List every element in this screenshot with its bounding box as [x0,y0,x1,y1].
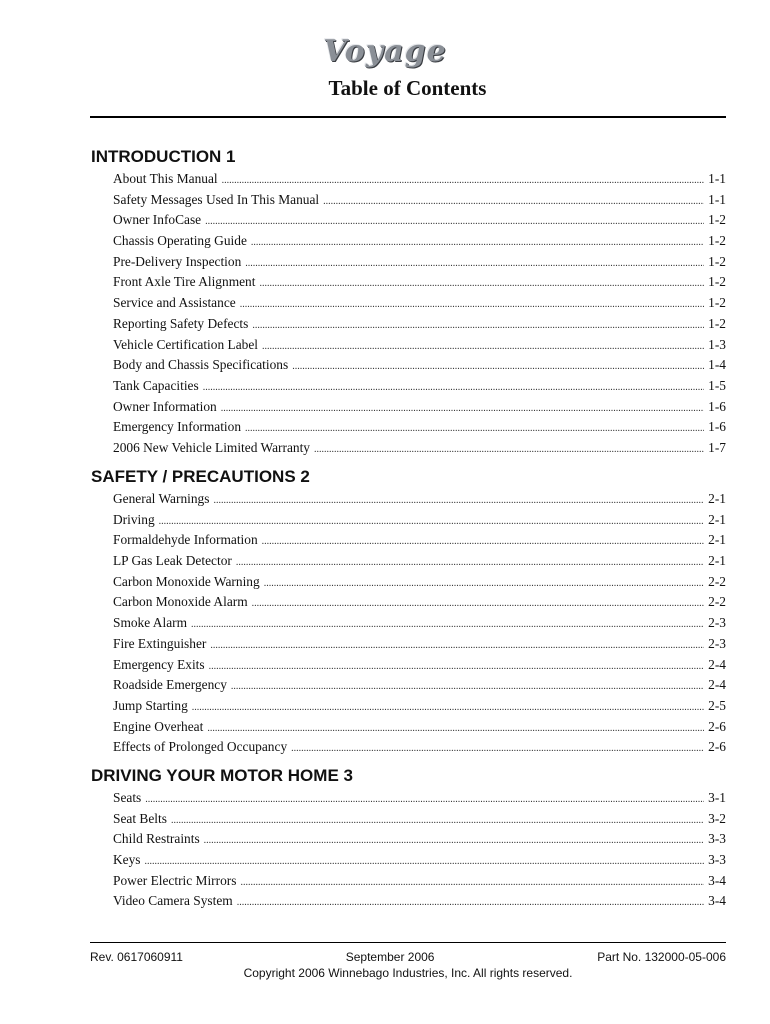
dot-leader [323,192,704,213]
toc-entry[interactable] [113,850,726,871]
footer-revision: Rev. 0617060911 [90,950,183,964]
toc-entry[interactable] [113,737,726,758]
toc-entry[interactable] [113,829,726,850]
toc-entry-page: 3-2 [708,810,726,826]
page-title: Table of Contents [328,76,487,100]
section-safety-precautions [91,465,726,758]
toc-entry-title: Video Camera System [113,893,233,909]
toc-entry-page: 1-2 [708,212,726,228]
toc-entry[interactable] [113,551,726,572]
toc-entry-title: Power Electric Mirrors [113,872,237,888]
dot-leader [262,532,704,553]
entry-list [113,788,726,912]
toc-entry-page: 1-3 [708,336,726,352]
toc-entry-title: Seat Belts [113,810,167,826]
toc-entry[interactable] [113,293,726,314]
toc-entry-page: 2-1 [708,532,726,548]
dot-leader [207,719,704,740]
toc-entry-page: 2-3 [708,615,726,631]
dot-leader [237,893,704,914]
toc-entry-page: 3-3 [708,831,726,847]
toc-entry[interactable] [113,809,726,830]
toc-entry[interactable] [113,592,726,613]
dot-leader [291,739,704,760]
dot-leader [264,574,704,595]
toc-entry-page: 3-4 [708,893,726,909]
section-heading: DRIVING YOUR MOTOR HOME 3 [91,766,353,785]
dot-leader [245,419,704,440]
logo-text: Voyage [323,34,447,69]
toc-entry-title: Smoke Alarm [113,615,188,631]
toc-entry[interactable] [113,891,726,912]
dot-leader [159,512,704,533]
dot-leader [245,254,704,275]
toc-entry[interactable] [113,272,726,293]
toc-entry[interactable] [113,675,726,696]
toc-entry-page: 1-6 [708,398,726,414]
toc-entry-title: Tank Capacities [113,377,199,393]
section-introduction [91,145,726,459]
toc-entry[interactable] [113,489,726,510]
footer-divider [90,942,726,943]
title-divider [90,116,726,118]
toc-entry-page: 2-2 [708,594,726,610]
toc-entry-title: Service and Assistance [113,295,236,311]
toc-entry-page: 1-4 [708,357,726,373]
toc-entry-title: Front Axle Tire Alignment [113,274,256,290]
toc-entry[interactable] [113,572,726,593]
toc-entry-title: Formaldehyde Information [113,532,258,548]
toc-entry[interactable] [113,613,726,634]
footer-copyright: Copyright 2006 Winnebago Industries, Inc. All rights reserved. [243,966,573,980]
dot-leader [192,698,704,719]
toc-entry-title: 2006 New Vehicle Limited Warranty [113,439,310,455]
dot-leader [213,491,704,512]
toc-entry[interactable] [113,397,726,418]
toc-entry-title: Carbon Monoxide Warning [113,573,260,589]
toc-entry[interactable] [113,231,726,252]
dot-leader [222,171,705,192]
dot-leader [171,811,704,832]
dot-leader [231,677,704,698]
toc-entry-page: 2-1 [708,553,726,569]
footer-part-number: Part No. 132000-05-006 [597,950,726,964]
toc-entry-page: 3-1 [708,790,726,805]
dot-leader [314,440,704,461]
toc-entry-page: 1-7 [708,439,726,455]
dot-leader [145,852,705,873]
toc-entry-title: Owner Information [113,398,217,414]
toc-entry-page: 1-6 [708,419,726,435]
dot-leader [205,212,704,233]
dot-leader [221,399,704,420]
toc-entry[interactable] [113,355,726,376]
footer [90,950,726,964]
dot-leader [236,553,704,574]
toc-entry-title: General Warnings [113,491,210,506]
dot-leader [210,636,704,657]
toc-entry[interactable] [113,634,726,655]
dot-leader [252,594,705,615]
toc-entry-title: LP Gas Leak Detector [113,553,232,569]
logo [0,34,770,69]
toc-entry-title: Roadside Emergency [113,677,227,693]
toc-entry-title: Keys [113,852,141,868]
dot-leader [203,378,704,399]
toc-entry[interactable] [113,438,726,459]
section-heading: INTRODUCTION 1 [91,147,236,166]
toc-entry-page: 1-2 [708,233,726,249]
toc-entry[interactable] [113,530,726,551]
toc-entry-title: About This Manual [113,171,218,186]
toc-entry-page: 1-2 [708,315,726,331]
toc-entry-page: 1-1 [708,171,726,186]
dot-leader [191,615,704,636]
toc-entry[interactable] [113,655,726,676]
toc-entry-page: 2-5 [708,697,726,713]
toc-entry-page: 2-2 [708,573,726,589]
toc-entry-title: Chassis Operating Guide [113,233,247,249]
section-heading: SAFETY / PRECAUTIONS 2 [91,467,310,486]
toc-entry-title: Fire Extinguisher [113,635,207,651]
toc-entry-page: 2-6 [708,739,726,755]
dot-leader [145,790,704,811]
toc-entry[interactable] [113,335,726,356]
toc-entry[interactable] [113,696,726,717]
toc-entry[interactable] [113,417,726,438]
toc-entry-title: Safety Messages Used In This Manual [113,191,320,207]
toc-entry-page: 2-4 [708,677,726,693]
dot-leader [209,657,705,678]
dot-leader [292,357,704,378]
entry-list [113,169,726,459]
toc-entry-page: 2-3 [708,635,726,651]
toc-entry-title: Vehicle Certification Label [113,336,259,352]
dot-leader [240,873,704,894]
toc-entry-title: Child Restraints [113,831,200,847]
toc-entry-title: Jump Starting [113,697,188,713]
toc-entry-title: Owner InfoCase [113,212,202,228]
toc-entry-title: Effects of Prolonged Occupancy [113,739,288,755]
dot-leader [251,233,704,254]
toc-entry-page: 3-4 [708,872,726,888]
toc-entry-title: Pre-Delivery Inspection [113,253,242,269]
dot-leader [262,337,704,358]
toc-entry[interactable] [113,210,726,231]
dot-leader [204,831,704,852]
toc-entry-page: 3-3 [708,852,726,868]
footer-date: September 2006 [345,950,435,964]
toc-entry[interactable] [113,717,726,738]
toc-entry[interactable] [113,314,726,335]
toc-entry-title: Carbon Monoxide Alarm [113,594,248,610]
toc-entry[interactable] [113,871,726,892]
toc-entry-title: Reporting Safety Defects [113,315,249,331]
dot-leader [240,295,704,316]
toc-entry-title: Driving [113,511,155,527]
entry-list [113,489,726,758]
toc-entry[interactable] [113,510,726,531]
toc-entry-page: 1-2 [708,295,726,311]
toc-entry-page: 1-1 [708,191,726,207]
toc-entry-page: 2-6 [708,718,726,734]
toc-entry-title: Engine Overheat [113,718,204,734]
toc-entry[interactable] [113,376,726,397]
toc-entry-page: 1-2 [708,253,726,269]
toc-entry-title: Emergency Information [113,419,242,435]
section-driving-your-motor-home [91,764,726,912]
toc-entry-title: Seats [113,790,142,805]
toc-entry[interactable] [113,190,726,211]
toc-entry[interactable] [113,788,726,809]
toc-entry-page: 1-5 [708,377,726,393]
toc-entry-page: 2-4 [708,656,726,672]
toc-entry-page: 2-1 [708,491,726,506]
toc-entry-page: 1-2 [708,274,726,290]
toc-entry-title: Emergency Exits [113,656,205,672]
toc-entry[interactable] [113,169,726,190]
toc-entry-page: 2-1 [708,511,726,527]
toc-entry-title: Body and Chassis Specifications [113,357,289,373]
dot-leader [259,274,704,295]
dot-leader [252,316,704,337]
toc-entry[interactable] [113,252,726,273]
